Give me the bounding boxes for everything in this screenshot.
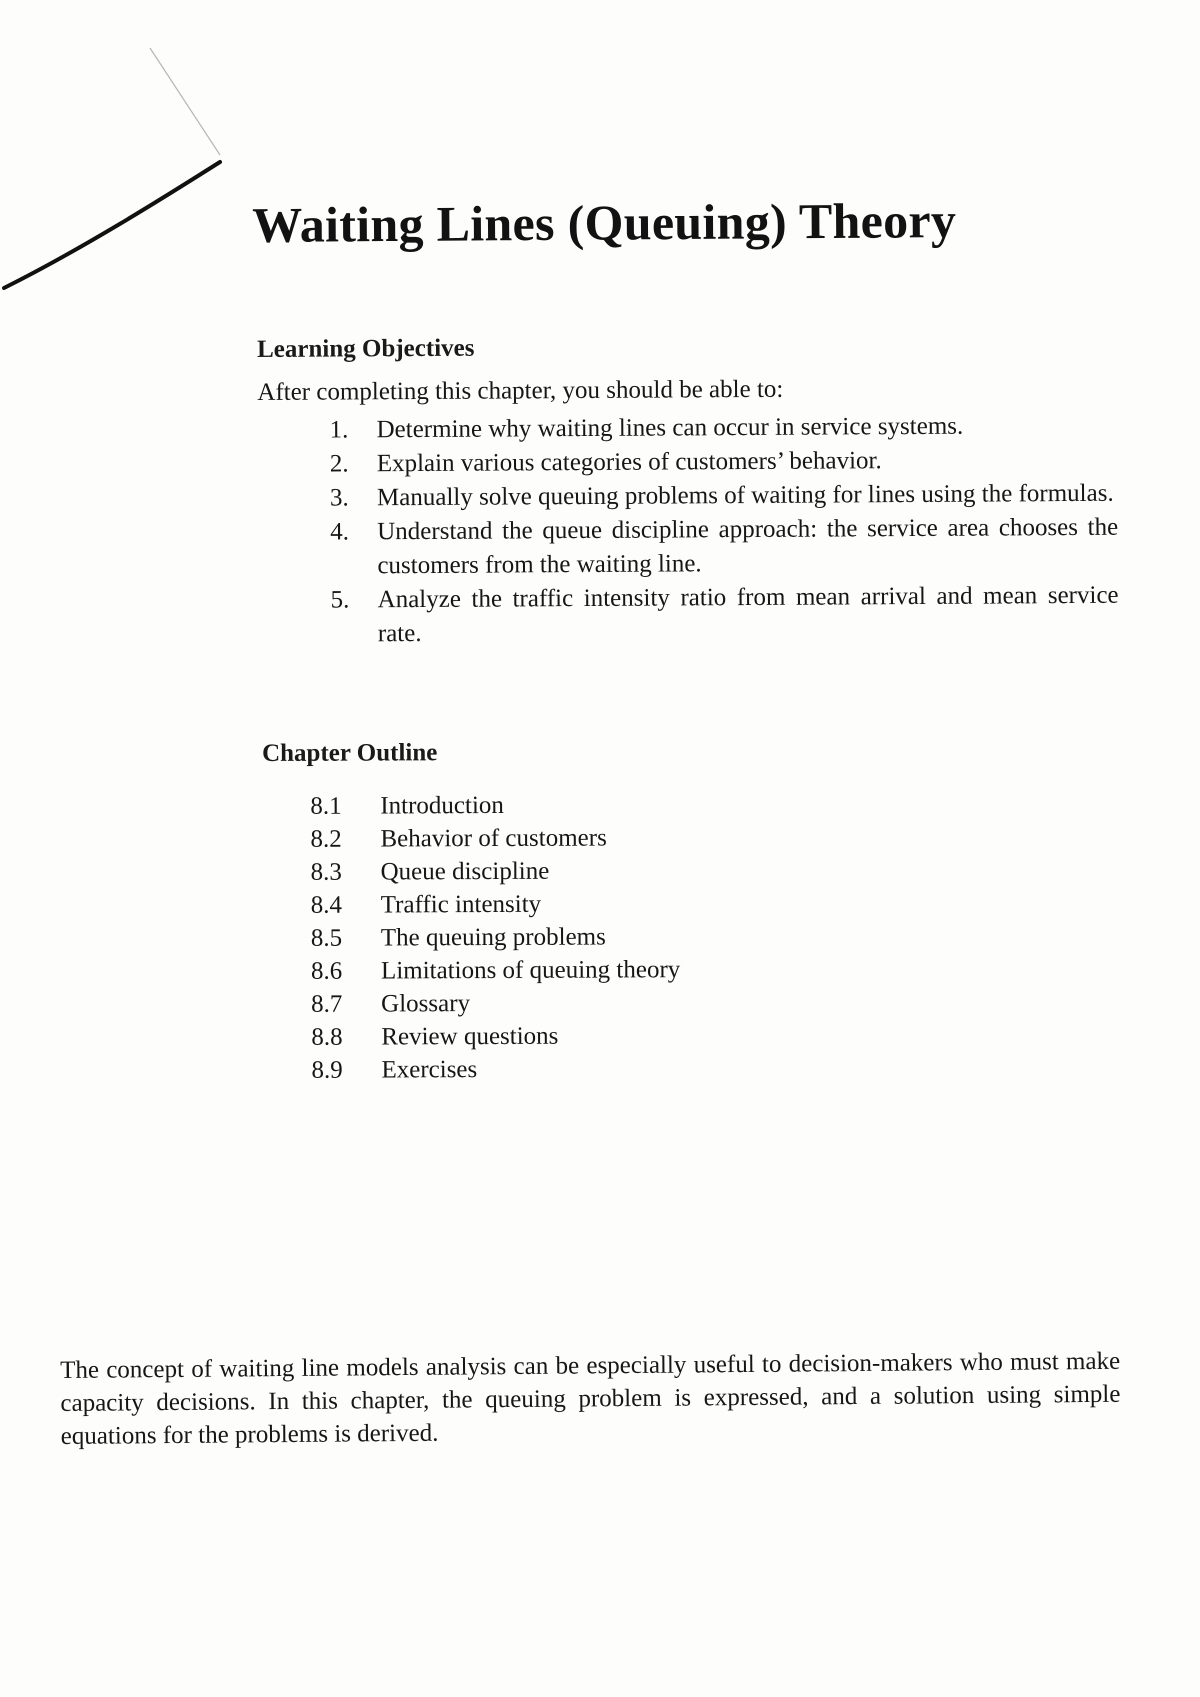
outline-item [263, 985, 863, 1021]
objective-item [258, 511, 1118, 584]
objective-text: Explain various categories of customers’ behavior. [376, 447, 882, 478]
objective-number: 4. [330, 518, 350, 546]
objective-item [258, 477, 1118, 516]
outline-item [262, 787, 862, 823]
objective-text: Understand the queue discipline approach: the service area chooses the customers from the waiting line. [377, 513, 1119, 580]
outline-section-number: 8.5 [310, 924, 343, 952]
chapter-summary-paragraph: The concept of waiting line models analysis can be especially useful to decision-makers who must make capacity decisions. In this chapter, the queuing problem is expressed, and a solution using simple equations for the problems is derived. [60, 1347, 1121, 1450]
outline-section-title: Introduction [380, 791, 504, 820]
outline-list [262, 787, 863, 1087]
outline-section-title: The queuing problems [380, 923, 606, 952]
outline-section-number: 8.8 [311, 1023, 343, 1051]
learning-objectives-section [257, 331, 1119, 652]
learning-objectives-heading: Learning Objectives [257, 334, 475, 363]
objective-item [257, 409, 1117, 448]
outline-item [263, 1051, 863, 1087]
objective-number: 3. [329, 484, 349, 512]
chapter-title: Waiting Lines (Queuing) Theory [252, 192, 957, 253]
outline-section-title: Traffic intensity [380, 890, 542, 919]
objective-number: 2. [329, 450, 349, 478]
outline-section-number: 8.9 [311, 1056, 343, 1084]
outline-section-number: 8.4 [310, 891, 343, 919]
outline-section-title: Limitations of queuing theory [380, 956, 681, 985]
outline-section-title: Review questions [381, 1022, 559, 1051]
outline-section-number: 8.1 [310, 792, 342, 820]
outline-section-title: Exercises [381, 1056, 478, 1084]
outline-section-number: 8.6 [310, 957, 343, 985]
outline-section-number: 8.7 [311, 990, 343, 1018]
outline-section-title: Queue discipline [380, 857, 550, 886]
outline-item [263, 919, 863, 955]
chapter-outline-heading: Chapter Outline [262, 739, 438, 767]
objective-text: Determine why waiting lines can occur in service systems. [376, 412, 964, 444]
objectives-intro: After completing this chapter, you should be able to: [257, 375, 784, 406]
outline-item [263, 853, 863, 889]
objective-item [258, 443, 1118, 482]
outline-section-title: Glossary [381, 990, 471, 1018]
outline-section-number: 8.2 [310, 825, 342, 853]
outline-item [263, 1018, 863, 1054]
outline-item [263, 886, 863, 922]
chapter-outline-section [262, 737, 864, 1087]
objective-text: Analyze the traffic intensity ratio from mean arrival and mean service rate. [377, 581, 1119, 648]
outline-section-number: 8.3 [310, 858, 342, 886]
objective-number: 5. [330, 586, 350, 614]
outline-section-title: Behavior of customers [380, 824, 607, 853]
pen-stroke-mark [0, 30, 240, 310]
outline-item [263, 952, 863, 988]
outline-item [262, 820, 862, 856]
objective-number: 1. [329, 416, 349, 444]
objective-item [259, 579, 1119, 652]
objectives-list [257, 409, 1118, 652]
objective-text: Manually solve queuing problems of waiting for lines using the formulas. [376, 479, 1114, 512]
